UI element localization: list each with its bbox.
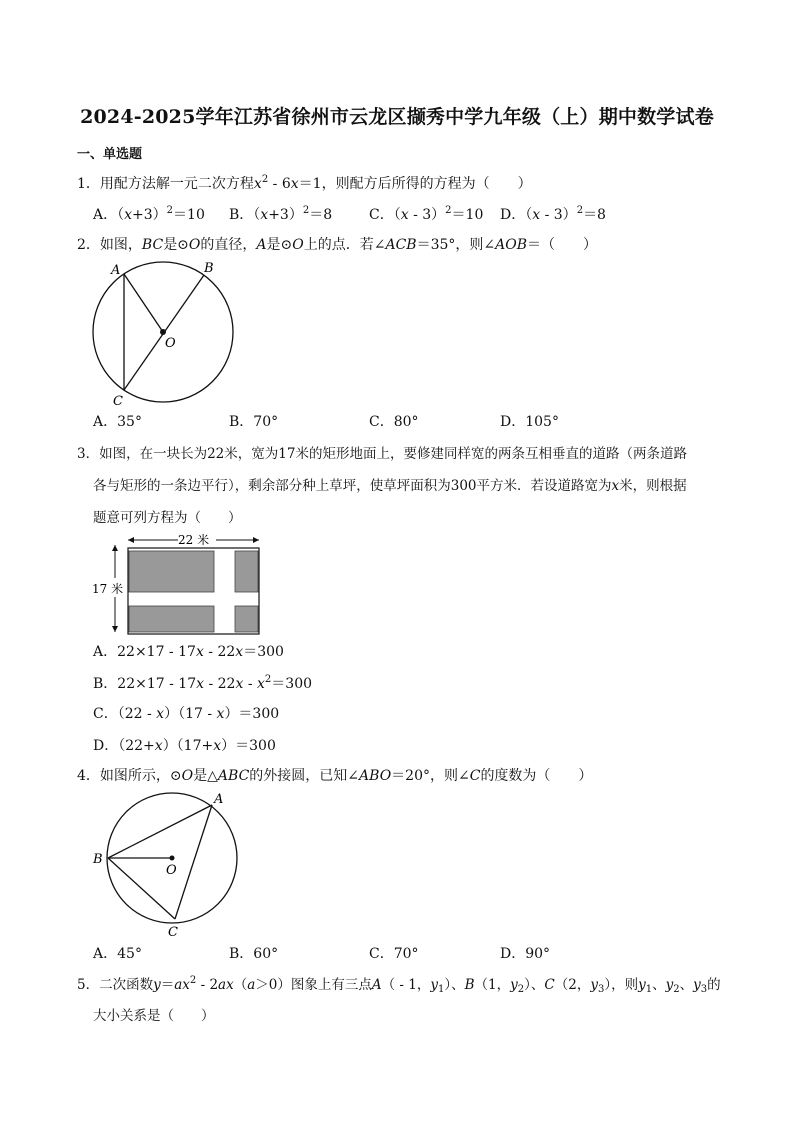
question-3-line3: 题意可列方程为（ ）: [93, 510, 242, 526]
question-5-line1: 5．二次函数$y=ax^2 - 2ax(a>0)$图象上有三点A（ - 1，$y_1$）、B（1，$y_2$）、C（2，$y_3$），则$y_1$、$y_2$、$y_3$的: [77, 975, 721, 995]
question-number: 3．: [77, 446, 100, 462]
q3-option-d[interactable]: D．（22+x）（17+x）＝300: [93, 738, 276, 754]
q4-option-b[interactable]: B．60°: [229, 946, 279, 962]
label-a: A: [214, 792, 224, 807]
q2-option-c[interactable]: C．80°: [369, 414, 419, 430]
center-point-o: [160, 329, 166, 335]
q1-option-a[interactable]: A．$(x+3)^2=10$: [93, 205, 205, 223]
label-c: C: [113, 394, 123, 409]
label-b: B: [93, 852, 103, 867]
question-number: 5．: [77, 977, 100, 993]
center-point-o: [170, 856, 175, 861]
lawn-bottom-left: [129, 606, 214, 632]
q2-circle-figure: [80, 258, 250, 408]
width-label: 22 米: [178, 533, 210, 547]
q1-option-c[interactable]: C．（x - 3）$^2$＝10: [369, 205, 484, 223]
label-c: C: [168, 925, 178, 940]
q4-option-a[interactable]: A．45°: [93, 946, 142, 962]
q4-option-d[interactable]: D．90°: [500, 946, 551, 962]
q3-rectangle-figure: [90, 530, 270, 636]
question-1: 1．用配方法解一元二次方程$x^2 - 6x=1$，则配方后所得的方程为（ ）: [77, 174, 532, 192]
question-3-line1: 3．如图，在一块长为22米，宽为17米的矩形地面上，要修建同样宽的两条互相垂直的道路（两条道路: [77, 446, 687, 462]
q3-option-b[interactable]: B．$22\times 17 - 17x - 22x - x^2=300$: [93, 674, 313, 692]
lawn-top-right: [235, 551, 258, 592]
question-number: 2．: [77, 237, 100, 253]
label-o: O: [165, 336, 176, 351]
side-bc: [108, 858, 175, 919]
q2-option-b[interactable]: B．70°: [229, 414, 279, 430]
question-number: 4．: [77, 768, 100, 784]
side-ab: [108, 805, 212, 858]
q4-option-c[interactable]: C．70°: [369, 946, 419, 962]
segment-ao: [124, 274, 163, 332]
lawn-top-left: [129, 551, 214, 592]
side-ac: [175, 805, 212, 919]
q3-option-a[interactable]: A．22×17 - 17x - 22x＝300: [93, 644, 284, 660]
lawn-bottom-right: [235, 606, 258, 632]
q2-option-a[interactable]: A．35°: [93, 414, 142, 430]
q1-option-d[interactable]: D．（x - 3）$^2$＝8: [500, 205, 606, 223]
label-b: B: [204, 261, 214, 276]
label-o: O: [166, 863, 177, 878]
question-number: 1．: [77, 176, 100, 192]
q3-option-c[interactable]: C．（22 - x）（17 - x）＝300: [93, 706, 280, 722]
question-3-line2: 各与矩形的一条边平行），剩余部分种上草坪，使草坪面积为300平方米．若设道路宽为x米，则根据: [93, 478, 687, 494]
question-5-line2: 大小关系是（ ）: [93, 1008, 215, 1024]
height-label: 17 米: [92, 582, 124, 596]
question-2: 2．如图，BC是⊙O的直径，A是⊙O上的点．若∠ACB＝35°，则∠AOB＝（ ）: [77, 237, 598, 253]
q2-option-d[interactable]: D．105°: [500, 414, 559, 430]
section-title: 一、单选题: [77, 147, 143, 162]
label-a: A: [111, 263, 121, 278]
question-4: 4．如图所示，⊙O是△ABC的外接圆，已知∠ABO＝20°，则∠C的度数为（ ）: [77, 768, 593, 784]
q1-option-b[interactable]: B．$(x+3)^2=8$: [229, 205, 333, 223]
q4-circle-figure: [88, 788, 258, 943]
page-title: 2024-2025学年江苏省徐州市云龙区撷秀中学九年级（上）期中数学试卷: [80, 106, 714, 128]
